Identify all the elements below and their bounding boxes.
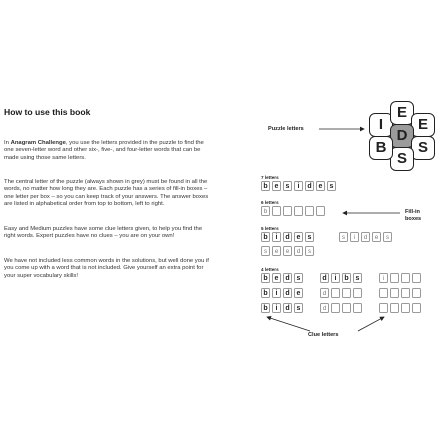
puzzle-letters-label: Puzzle letters: [268, 126, 304, 132]
clue-arrow-right: [358, 317, 384, 331]
answer-box: i: [272, 303, 281, 313]
answer-box: b: [261, 273, 270, 283]
puzzle-letter-tile: E: [411, 113, 435, 137]
answer-box: e: [272, 273, 281, 283]
clues-paragraph: Easy and Medium puzzles have some clue letters given, to help you find the right words. Expert puzzles have no clues – you are on your own!: [4, 226, 203, 240]
answer-box: b: [261, 288, 270, 298]
answer-box: s: [383, 232, 392, 242]
answer-box: s: [283, 181, 292, 191]
fill-in-label-line1: Fill-in: [405, 209, 420, 215]
answer-box: b: [261, 206, 270, 216]
answer-box: i: [350, 232, 359, 242]
clue-arrow-left: [267, 317, 310, 331]
group-label-4: 4 letters: [261, 267, 279, 272]
group-label-6: 6 letters: [261, 200, 279, 205]
answer-box: d: [305, 181, 314, 191]
answer-box: d: [320, 273, 329, 283]
group-label-5: 5 letters: [261, 226, 279, 231]
intro-bold-title: Anagram Challenge: [10, 140, 66, 146]
intro-paragraph: In Anagram Challenge, you use the letters provided in the puzzle to find the one seven-letter word and other six-, five-, and four-letter words that can be made using those same letters.: [4, 140, 204, 161]
answer-box: d: [283, 273, 292, 283]
answer-box: i: [379, 273, 388, 283]
answer-box: e: [294, 288, 303, 298]
answer-box: e: [283, 246, 292, 256]
answer-box: d: [283, 232, 292, 242]
answer-box: s: [294, 303, 303, 313]
answer-box: s: [305, 232, 314, 242]
answer-box: i: [272, 232, 281, 242]
puzzle-letter-tile: E: [390, 101, 414, 125]
answer-box: e: [294, 232, 303, 242]
answer-box: i: [331, 273, 340, 283]
answer-box: d: [283, 303, 292, 313]
answer-box: i: [294, 181, 303, 191]
puzzle-letter-tile: I: [369, 113, 393, 137]
answer-box: b: [261, 232, 270, 242]
answer-box: d: [361, 232, 370, 242]
answer-box: d: [283, 288, 292, 298]
answer-box: e: [272, 246, 281, 256]
page-title: How to use this book: [4, 107, 91, 117]
answer-box: s: [353, 273, 362, 283]
puzzle-letter-tile: B: [369, 136, 393, 160]
answer-box: s: [261, 246, 270, 256]
answer-box: s: [339, 232, 348, 242]
answer-box: s: [327, 181, 336, 191]
answer-box: s: [294, 273, 303, 283]
answer-box: d: [320, 303, 329, 313]
answer-box: i: [272, 288, 281, 298]
vocabulary-paragraph: We have not included less common words in the solutions, but well done you if you come up with a word that is not included. Give yourself an extra point for your super vocabulary skills!: [4, 258, 209, 279]
answer-box: e: [272, 181, 281, 191]
answer-box: e: [316, 181, 325, 191]
puzzle-letter-tile: S: [390, 147, 414, 171]
fill-in-label-line2: boxes: [405, 216, 422, 222]
puzzle-center-letter: D: [390, 124, 414, 148]
answer-box: d: [320, 288, 329, 298]
answer-box: b: [261, 303, 270, 313]
group-label-7: 7 letters: [261, 175, 279, 180]
answer-box: b: [342, 273, 351, 283]
central-letter-paragraph: The central letter of the puzzle (always shown in grey) must be found in all the words, no matter how long they are. Each puzzle has a series of fill-in boxes – one letter per box – so you can keep track of your answers. The answer boxes are listed in alphabetical order from top to bottom, left to right.: [4, 179, 209, 208]
answer-box: d: [294, 246, 303, 256]
puzzle-letter-tile: S: [411, 136, 435, 160]
answer-box: b: [261, 181, 270, 191]
answer-box: e: [372, 232, 381, 242]
clue-letters-label: Clue letters: [308, 332, 339, 338]
answer-box: s: [305, 246, 314, 256]
